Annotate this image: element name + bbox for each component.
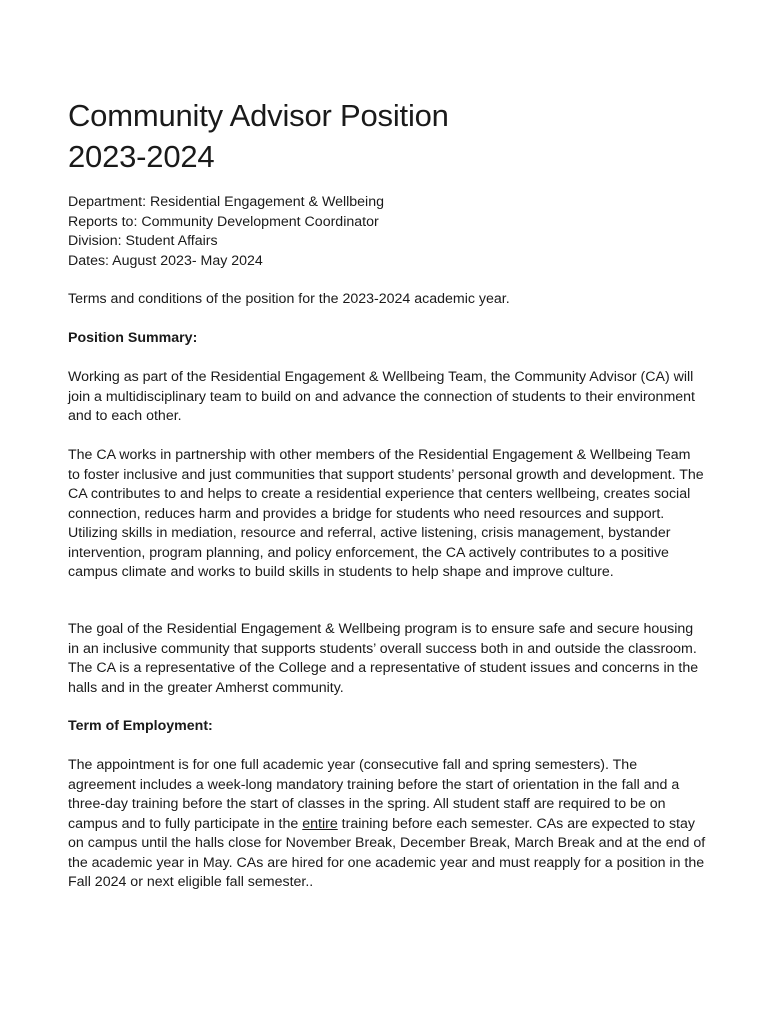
terms-intro: Terms and conditions of the position for the 2023-2024 academic year. — [68, 291, 510, 307]
entire-underlined: entire — [302, 815, 338, 832]
summary-paragraph-3: The goal of the Residential Engagement & Wellbeing program is to ensure safe and secure housing in an inclusive community that supports students’ overall success both in and outside the classroom. The CA is a representative of the College and a representative of student issues and concerns in the halls and in the greater Amherst community. — [68, 621, 699, 696]
position-summary-heading: Position Summary: — [68, 330, 198, 346]
department-line: Department: Residential Engagement & Wellbeing — [68, 194, 384, 210]
summary-paragraph-1: Working as part of the Residential Engagement & Wellbeing Team, the Community Advisor (CA) will join a multidisciplinary team to build on and advance the connection of students to their environment and to each other. — [68, 369, 695, 424]
position-meta — [68, 193, 384, 271]
division-line: Division: Student Affairs — [68, 233, 218, 249]
summary-paragraph-2: The CA works in partnership with other members of the Residential Engagement & Wellbeing Team to foster inclusive and just communities that support students’ personal growth and development. The CA contributes to and helps to create a residential experience that centers wellbeing, creates social connection, reduces harm and provides a bridge for students who need resources and support. Utilizing skills in mediation, resource and referral, active listening, crisis management, bystander intervention, program planning, and policy enforcement, the CA actively contributes to a positive campus climate and works to build skills in students to help shape and improve culture. — [68, 447, 704, 580]
reports-to-line: Reports to: Community Development Coordinator — [68, 213, 379, 230]
term-text-end: training before each semester. CAs are expected to stay on campus until the halls close for November Break, December Break, March Break and at the end of the academic year in May. CAs are hired for one academic year and must reapply for a position in the Fall 2024 or next eligible fall semester.. — [68, 815, 706, 890]
title-line-1: Community Advisor Position — [68, 98, 449, 133]
dates-line: Dates: August 2023- May 2024 — [68, 252, 263, 269]
page-title — [68, 95, 449, 177]
term-of-employment-heading: Term of Employment: — [68, 718, 213, 734]
title-line-2: 2023-2024 — [68, 139, 215, 174]
term-paragraph — [68, 756, 708, 893]
term-text-start: The appointment is for one full academic year (consecutive fall and spring semesters). The agreement includes a week-long mandatory training before the start of orientation in the fall and a three-day training before the start of classes in the spring. All student staff are required to be on campus and to fully participate in the — [68, 757, 680, 832]
